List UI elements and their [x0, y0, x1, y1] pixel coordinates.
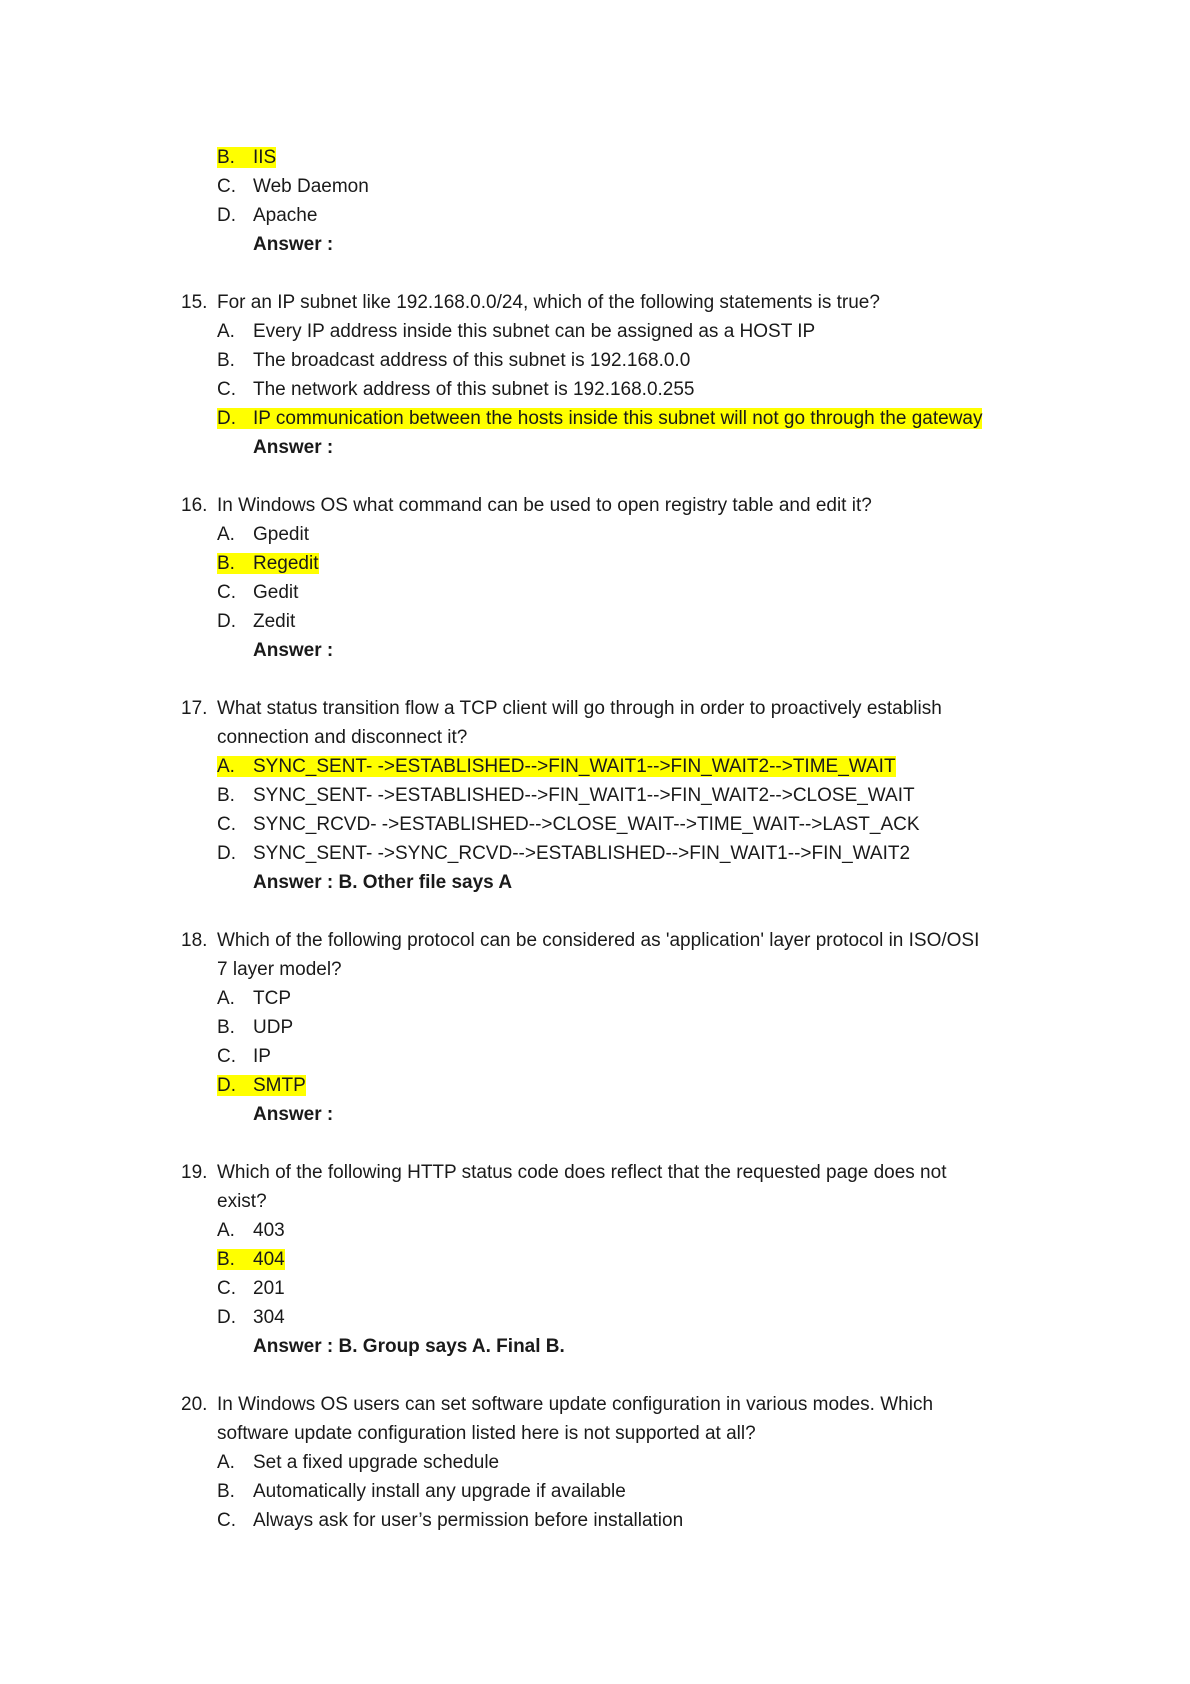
question-20-text-line-2: software update configuration listed here is not supported at all?	[217, 1423, 756, 1444]
option-text: Web Daemon	[253, 176, 369, 197]
option-text: UDP	[253, 1017, 294, 1038]
option-letter: D.	[217, 205, 236, 226]
option-text: Regedit	[253, 553, 319, 574]
option-text: Zedit	[253, 611, 296, 632]
option-text: 404	[253, 1249, 285, 1270]
question-16-option-d	[217, 608, 295, 635]
partial-option-b	[217, 144, 276, 171]
question-19-text-line-1: Which of the following HTTP status code does reflect that the requested page does not	[217, 1162, 947, 1183]
question-20-text-line-1: In Windows OS users can set software update configuration in various modes. Which	[217, 1394, 934, 1415]
option-letter: C.	[217, 1046, 236, 1067]
option-text: Gpedit	[253, 524, 309, 545]
question-17-text-line-1: What status transition flow a TCP client will go through in order to proactively establish	[217, 698, 942, 719]
option-text: The broadcast address of this subnet is 192.168.0.0	[253, 350, 691, 371]
option-letter: A.	[217, 988, 235, 1009]
question-15-option-c	[217, 376, 695, 403]
option-text: 403	[253, 1220, 285, 1241]
option-letter: A.	[217, 756, 235, 777]
option-letter: C.	[217, 1510, 236, 1531]
question-16-answer: Answer :	[253, 640, 334, 661]
partial-option-c	[217, 173, 369, 200]
question-18-answer: Answer :	[253, 1104, 334, 1125]
option-text: IIS	[253, 147, 277, 168]
option-text: IP	[253, 1046, 271, 1067]
option-letter: B.	[217, 1249, 235, 1270]
question-19-option-a	[217, 1217, 285, 1244]
option-text: SMTP	[253, 1075, 306, 1096]
option-letter: B.	[217, 785, 235, 806]
option-letter: A.	[217, 321, 235, 342]
question-15-option-d	[217, 405, 982, 432]
option-text: SYNC_SENT- ->SYNC_RCVD-->ESTABLISHED-->FIN_WAIT1-->FIN_WAIT2	[253, 843, 911, 864]
question-19-number: 19.	[181, 1162, 208, 1183]
option-text: Set a fixed upgrade schedule	[253, 1452, 500, 1473]
question-17-option-a	[217, 753, 896, 780]
option-letter: B.	[217, 147, 235, 168]
question-17-option-c	[217, 811, 920, 838]
question-16-option-b	[217, 550, 319, 577]
question-17-text-line-2: connection and disconnect it?	[217, 727, 468, 748]
question-15-number: 15.	[181, 292, 208, 313]
question-17-answer: Answer : B. Other file says A	[253, 872, 513, 893]
option-text: SYNC_RCVD- ->ESTABLISHED-->CLOSE_WAIT-->TIME_WAIT-->LAST_ACK	[253, 814, 920, 835]
option-text: SYNC_SENT- ->ESTABLISHED-->FIN_WAIT1-->FIN_WAIT2-->TIME_WAIT	[253, 756, 896, 777]
question-15-text: For an IP subnet like 192.168.0.0/24, which of the following statements is true?	[217, 292, 880, 313]
option-letter: D.	[217, 408, 236, 429]
partial-answer: Answer :	[253, 234, 334, 255]
option-letter: C.	[217, 582, 236, 603]
question-17-option-d	[217, 840, 910, 867]
question-15-option-b	[217, 347, 690, 374]
question-17-option-b	[217, 782, 915, 809]
question-16-number: 16.	[181, 495, 208, 516]
option-letter: B.	[217, 350, 235, 371]
question-18-option-b	[217, 1014, 293, 1041]
option-letter: D.	[217, 611, 236, 632]
option-letter: B.	[217, 1017, 235, 1038]
question-18-text-line-2: 7 layer model?	[217, 959, 342, 980]
question-20-option-c	[217, 1507, 683, 1534]
option-text: Every IP address inside this subnet can be assigned as a HOST IP	[253, 321, 816, 342]
question-20-number: 20.	[181, 1394, 208, 1415]
option-text: Automatically install any upgrade if available	[253, 1481, 626, 1502]
option-text: 304	[253, 1307, 285, 1328]
option-letter: B.	[217, 1481, 235, 1502]
question-20-option-b	[217, 1478, 626, 1505]
question-19-option-c	[217, 1275, 285, 1302]
option-letter: D.	[217, 1307, 236, 1328]
question-20-option-a	[217, 1449, 499, 1476]
option-letter: C.	[217, 814, 236, 835]
option-letter: B.	[217, 553, 235, 574]
question-18-option-d	[217, 1072, 306, 1099]
partial-option-d	[217, 202, 317, 229]
option-text: Apache	[253, 205, 318, 226]
question-18-text-line-1: Which of the following protocol can be considered as 'application' layer protocol in ISO/OSI	[217, 930, 980, 951]
option-letter: C.	[217, 176, 236, 197]
question-16-option-c	[217, 579, 298, 606]
question-15-option-a	[217, 318, 815, 345]
question-15-answer: Answer :	[253, 437, 334, 458]
option-letter: A.	[217, 524, 235, 545]
question-18-option-a	[217, 985, 291, 1012]
option-text: TCP	[253, 988, 291, 1009]
question-16-text: In Windows OS what command can be used to open registry table and edit it?	[217, 495, 872, 516]
option-text: IP communication between the hosts inside this subnet will not go through the gateway	[253, 408, 983, 429]
question-18-option-c	[217, 1043, 271, 1070]
option-letter: D.	[217, 1075, 236, 1096]
option-text: Gedit	[253, 582, 299, 603]
option-letter: D.	[217, 843, 236, 864]
question-16-option-a	[217, 521, 309, 548]
question-19-option-b	[217, 1246, 285, 1273]
option-letter: C.	[217, 1278, 236, 1299]
question-18-number: 18.	[181, 930, 208, 951]
option-letter: A.	[217, 1452, 235, 1473]
question-19-option-d	[217, 1304, 285, 1331]
option-letter: A.	[217, 1220, 235, 1241]
question-19-text-line-2: exist?	[217, 1191, 267, 1212]
option-text: Always ask for user’s permission before installation	[253, 1510, 684, 1531]
question-17-number: 17.	[181, 698, 208, 719]
option-text: The network address of this subnet is 192.168.0.255	[253, 379, 695, 400]
option-letter: C.	[217, 379, 236, 400]
option-text: SYNC_SENT- ->ESTABLISHED-->FIN_WAIT1-->FIN_WAIT2-->CLOSE_WAIT	[253, 785, 915, 806]
option-text: 201	[253, 1278, 285, 1299]
question-19-answer: Answer : B. Group says A. Final B.	[253, 1336, 565, 1357]
